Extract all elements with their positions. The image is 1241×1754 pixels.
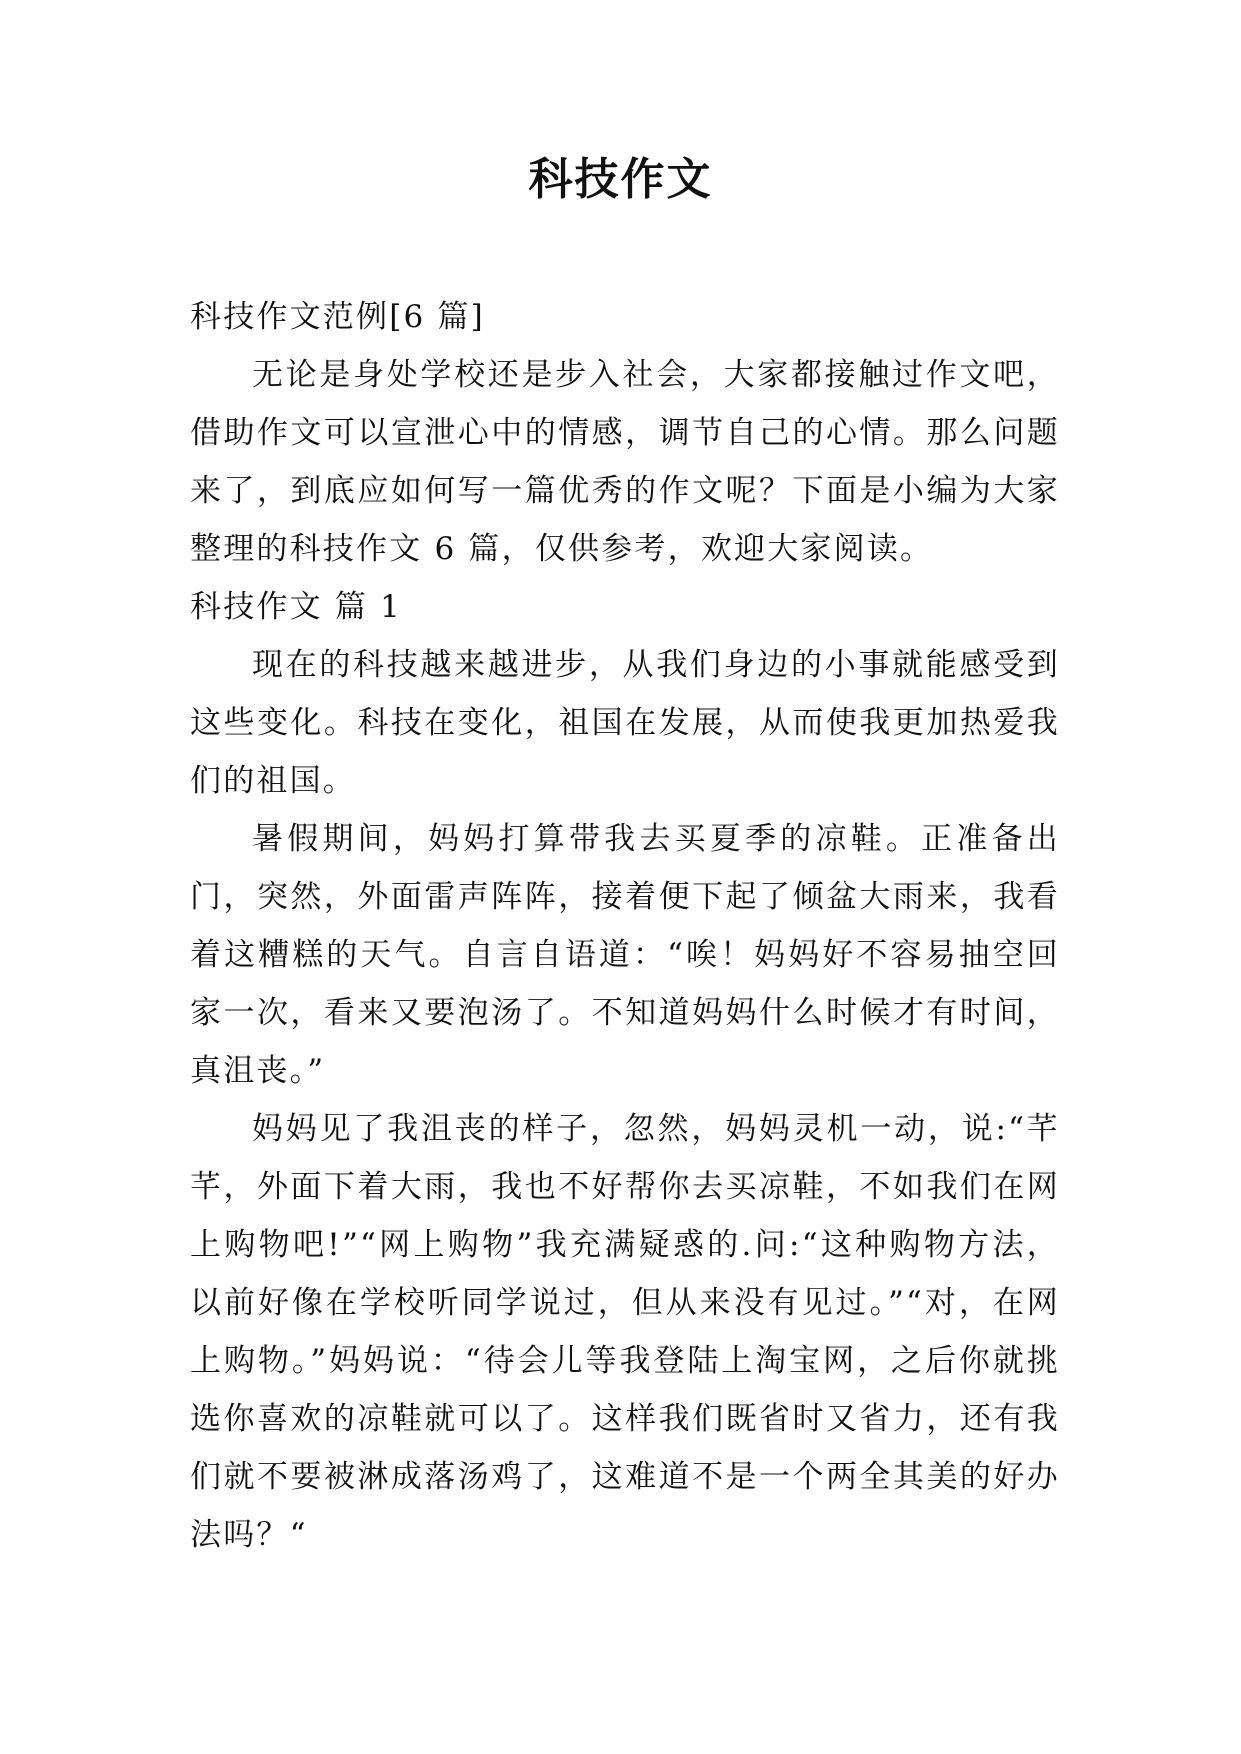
collection-heading: 科技作文范例[6 篇]: [190, 299, 485, 335]
document-body: [190, 288, 1060, 1564]
essay-1-paragraph-1: 现在的科技越来越进步，从我们身边的小事就能感受到这些变化。科技在变化，祖国在发展，从而使我更加热爱我们的祖国。: [190, 647, 1060, 799]
essay-1-paragraph-3: 妈妈见了我沮丧的样子，忽然，妈妈灵机一动，说:“芊芊，外面下着大雨，我也不好帮你去买凉鞋，不如我们在网上购物吧!”“网上购物”我充满疑惑的.问:“这种购物方法，以前好像在学校听同学说过，但从来没有见过。”“对，在网上购物。”妈妈说：“待会儿等我登陆上淘宝网，之后你就挑选你喜欢的凉鞋就可以了。这样我们既省时又省力，还有我们就不要被淋成落汤鸡了，这难道不是一个两全其美的好办法吗？“: [190, 1111, 1060, 1553]
document-title: 科技作文: [528, 154, 713, 205]
intro-paragraph: 无论是身处学校还是步入社会，大家都接触过作文吧，借助作文可以宣泄心中的情感，调节自己的心情。那么问题来了，到底应如何写一篇优秀的作文呢？下面是小编为大家整理的科技作文 6 篇，仅供参考，欢迎大家阅读。: [190, 357, 1060, 567]
essay-1-heading: 科技作文 篇 1: [190, 589, 403, 625]
essay-1-paragraph-2: 暑假期间，妈妈打算带我去买夏季的凉鞋。正准备出门，突然，外面雷声阵阵，接着便下起了倾盆大雨来，我看着这糟糕的天气。自言自语道：“唉！妈妈好不容易抽空回家一次，看来又要泡汤了。不知道妈妈什么时候才有时间，真沮丧。”: [190, 821, 1060, 1089]
